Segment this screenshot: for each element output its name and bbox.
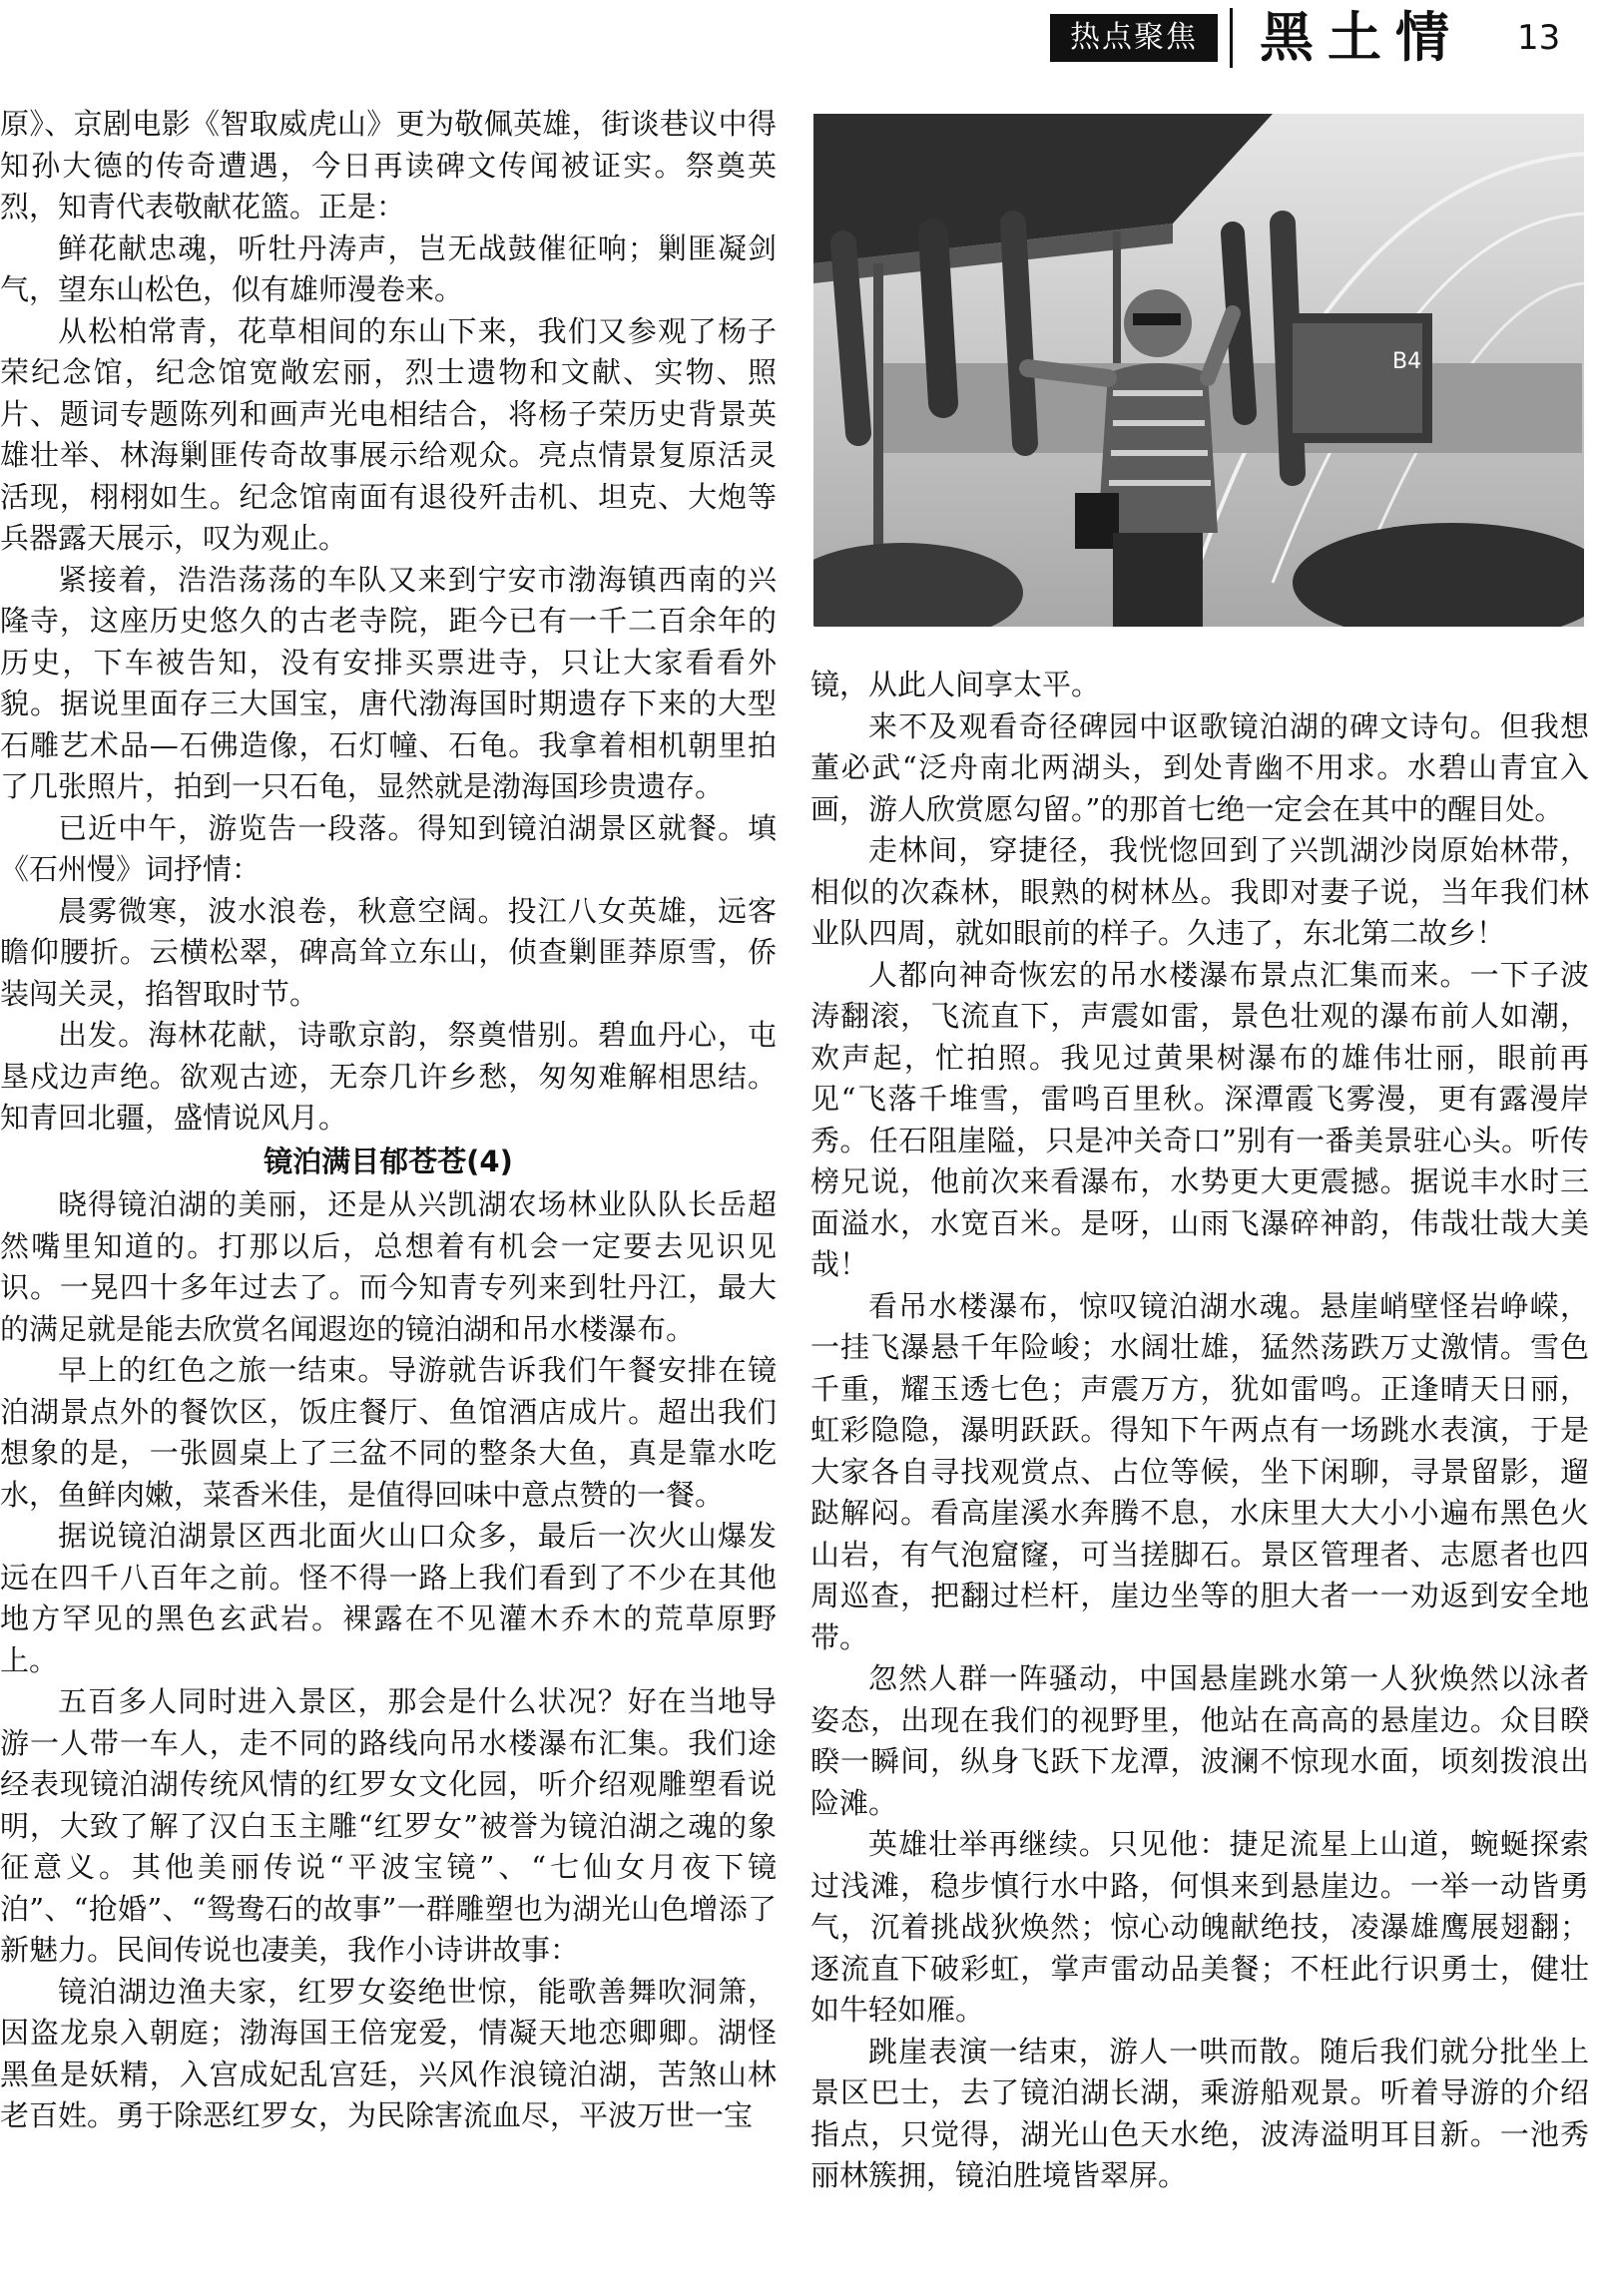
- photo-greenhouse-visitor: [813, 114, 1584, 627]
- paragraph: 晓得镜泊湖的美丽，还是从兴凯湖农场林业队队长岳超然嘴里知道的。打那以后，总想着有机会一定要去见识见识。一晃四十多年过去了。而今知青专列来到牡丹江，最大的满足就是能去欣赏名闻遐迩的镜泊湖和吊水楼瀑布。: [0, 1187, 777, 1346]
- paragraph: 走林间，穿捷径，我恍惚回到了兴凯湖沙岗原始林带，相似的次森林，眼熟的树林丛。我即对妻子说，当年我们林业队四周，就如眼前的样子。久违了，东北第二故乡！: [810, 833, 1589, 950]
- paragraph: 跳崖表演一结束，游人一哄而散。随后我们就分批坐上景区巴士，去了镜泊湖长湖，乘游船观景。听着导游的介绍指点，只觉得，湖光山色天水绝，波涛溢明耳目新。一池秀丽林簇拥，镜泊胜境皆翠屏。: [810, 2034, 1589, 2192]
- paragraph: 人都向神奇恢宏的吊水楼瀑布景点汇集而来。一下子波涛翻滚，飞流直下，声震如雷，景色壮观的瀑布前人如潮，欢声起，忙拍照。我见过黄果树瀑布的雄伟壮丽，眼前再见“飞落千堆雪，雷鸣百里秋。深潭霞飞雾漫，更有露漫岸秀。任石阻崖隘，只是冲关奇口”别有一番美景驻心头。听传榜兄说，他前次来看瀑布，水势更大更震撼。据说丰水时三面溢水，水宽百米。是呀，山雨飞瀑碎神韵，伟哉壮哉大美哉！: [810, 957, 1589, 1281]
- header-divider: [1230, 8, 1233, 68]
- section-title: 镜泊满目郁苍苍(4): [264, 1144, 513, 1178]
- paragraph: 忽然人群一阵骚动，中国悬崖跳水第一人狄焕然以泳者姿态，出现在我们的视野里，他站在高高的悬崖边。众目睽睽一瞬间，纵身飞跃下龙潭，波澜不惊现水面，顷刻拨浪出险滩。: [810, 1661, 1589, 1820]
- paragraph: 已近中午，游览告一段落。得知到镜泊湖景区就餐。填《石州慢》词抒情：: [0, 810, 777, 886]
- left-column: [0, 104, 777, 2289]
- paragraph: 晨雾微寒，波水浪卷，秋意空阔。投江八女英雄，远客瞻仰腰折。云横松翠，碑高耸立东山，侦查剿匪莽原雪，侨装闯关灵，掐智取时节。: [0, 893, 777, 1011]
- page-header: [0, 0, 1597, 80]
- section-badge: 热点聚焦: [1050, 14, 1218, 62]
- paragraph: 镜泊湖边渔夫家，红罗女姿绝世惊，能歌善舞吹洞箫，因盗龙泉入朝庭；渤海国王倍宠爱，情凝天地恋卿卿。湖怪黑鱼是妖精，入宫成妃乱宫廷，兴风作浪镜泊湖，苦煞山林老百姓。勇于除恶红罗女，为民除害流血尽，平波万世一宝: [0, 1974, 777, 2132]
- paragraph: 紧接着，浩浩荡荡的车队又来到宁安市渤海镇西南的兴隆寺，这座历史悠久的古老寺院，距今已有一千二百余年的历史，下车被告知，没有安排买票进寺，只让大家看看外貌。据说里面存三大国宝，唐代渤海国时期遗存下来的大型石雕艺术品—石佛造像，石灯幢、石龟。我拿着相机朝里拍了几张照片，拍到一只石龟，显然就是渤海国珍贵遗存。: [0, 562, 777, 803]
- paragraph: 早上的红色之旅一结束。导游就告诉我们午餐安排在镜泊湖景点外的餐饮区，饭庄餐厅、鱼馆酒店成片。超出我们想象的是，一张圆桌上了三盆不同的整条大鱼，真是靠水吃水，鱼鲜肉嫩，菜香米佳，是值得回味中意点赞的一餐。: [0, 1353, 777, 1512]
- magazine-logo: 黑土情: [1260, 5, 1463, 69]
- right-column: [810, 665, 1589, 2291]
- paragraph: 原》、京剧电影《智取威虎山》更为敬佩英雄，街谈巷议中得知孙大德的传奇遭遇，今日再读碑文传闻被证实。祭奠英烈，知青代表敬献花篮。正是：: [0, 107, 777, 224]
- paragraph: 鲜花献忠魂，听牡丹涛声，岂无战鼓催征响；剿匪凝剑气，望东山松色，似有雄师漫卷来。: [0, 230, 777, 306]
- sign-text: B4: [1392, 349, 1422, 374]
- paragraph: 来不及观看奇径碑园中讴歌镜泊湖的碑文诗句。但我想董必武“泛舟南北两湖头，到处青幽不用求。水碧山青宜入画，游人欣赏愿勾留。”的那首七绝一定会在其中的醒目处。: [810, 708, 1589, 826]
- page-number: 13: [1517, 18, 1561, 58]
- photo-illustration: [813, 114, 1584, 627]
- paragraph: 镜，从此人间享太平。: [810, 668, 1101, 701]
- paragraph: 据说镜泊湖景区西北面火山口众多，最后一次火山爆发远在四千八百年之前。怪不得一路上我们看到了不少在其他地方罕见的黑色玄武岩。裸露在不见灌木乔木的荒草原野上。: [0, 1519, 777, 1677]
- paragraph: 出发。海林花献，诗歌京韵，祭奠惜别。碧血丹心，屯垦戍边声绝。欲观古迹，无奈几许乡愁，匆匆难解相思结。知青回北疆，盛情说风月。: [0, 1018, 777, 1135]
- paragraph: 从松柏常青，花草相间的东山下来，我们又参观了杨子荣纪念馆，纪念馆宽敞宏丽，烈士遗物和文献、实物、照片、题词专题陈列和画声光电相结合，将杨子荣历史背景英雄壮举、林海剿匪传奇故事展示给观众。亮点情景复原活灵活现，栩栩如生。纪念馆南面有退役歼击机、坦克、大炮等兵器露天展示，叹为观止。: [0, 313, 777, 555]
- paragraph: 五百多人同时进入景区，那会是什么状况？好在当地导游一人带一车人，走不同的路线向吊水楼瀑布汇集。我们途经表现镜泊湖传统风情的红罗女文化园，听介绍观雕塑看说明，大致了解了汉白玉主雕“红罗女”被誉为镜泊湖之魂的象征意义。其他美丽传说“平波宝镜”、“七仙女月夜下镜泊”、“抢婚”、“鸳鸯石的故事”一群雕塑也为湖光山色增添了新魅力。民间传说也凄美，我作小诗讲故事：: [0, 1684, 777, 1967]
- paragraph: 英雄壮举再继续。只见他：捷足流星上山道，蜿蜒探索过浅滩，稳步慎行水中路，何惧来到悬崖边。一举一动皆勇气，沉着挑战狄焕然；惊心动魄献绝技，凌瀑雄鹰展翅翻；逐流直下破彩虹，掌声雷动品美餐；不枉此行识勇士，健壮如牛轻如雁。: [810, 1827, 1589, 2027]
- paragraph: 看吊水楼瀑布，惊叹镜泊湖水魂。悬崖峭壁怪岩峥嵘，一挂飞瀑悬千年险峻；水阔壮雄，猛然荡跌万丈激情。雪色千重，耀玉透七色；声震万方，犹如雷鸣。正逢晴天日丽，虹彩隐隐，瀑明跃跃。得知下午两点有一场跳水表演，于是大家各自寻找观赏点、占位等候，坐下闲聊，寻景留影，遛跶解闷。看高崖溪水奔腾不息，水床里大大小小遍布黑色火山岩，有气泡窟窿，可当搓脚石。景区管理者、志愿者也四周巡查，把翻过栏杆，崖边坐等的胆大者一一劝返到安全地带。: [810, 1288, 1589, 1654]
